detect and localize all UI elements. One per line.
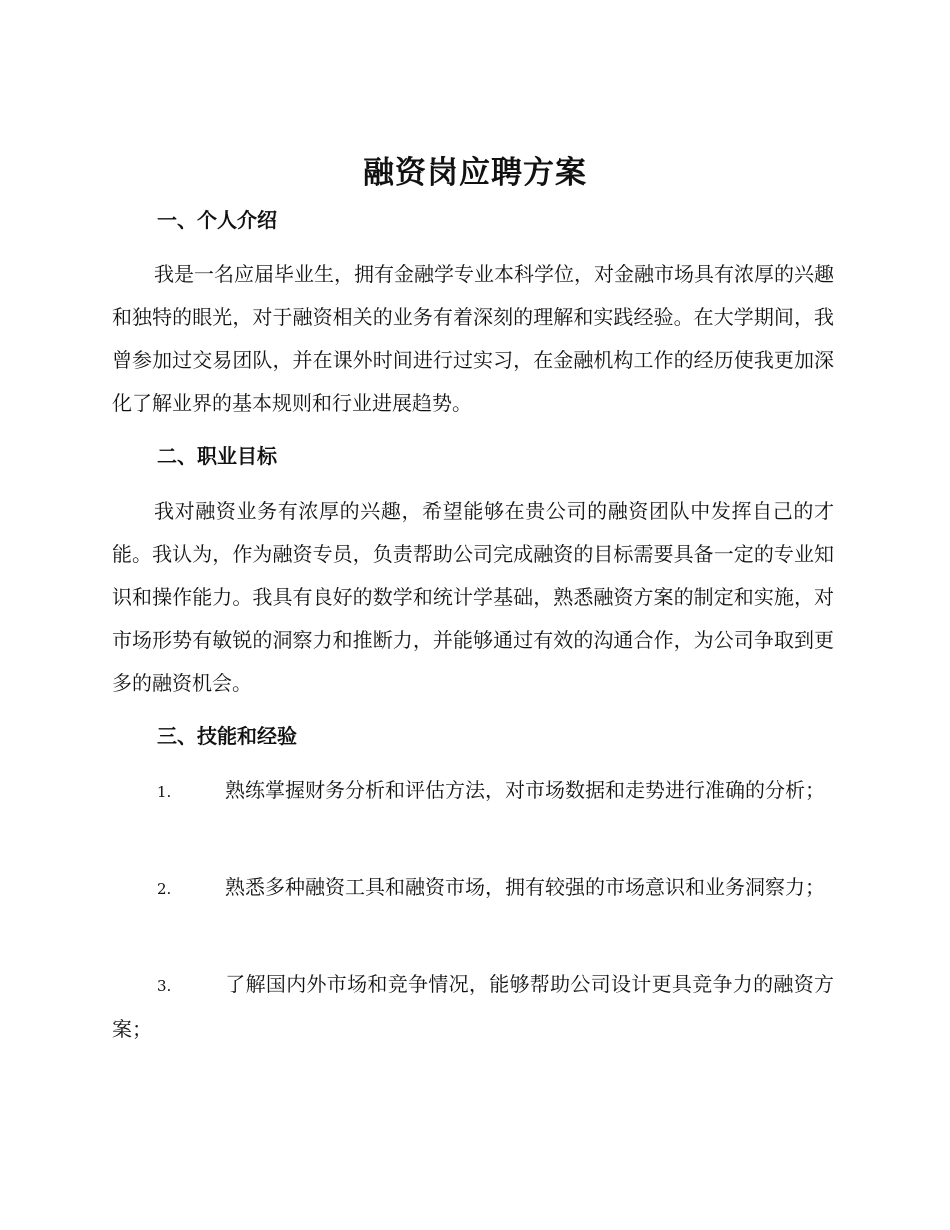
list-item-number: 1.	[157, 783, 172, 801]
document-title: 融资岗应聘方案	[363, 155, 587, 191]
section-paragraph-personal-intro: 我是一名应届毕业生，拥有金融学专业本科学位，对金融市场具有浓厚的兴趣和独特的眼光，对于融资相关的业务有着深刻的理解和实践经验。在大学期间，我曾参加过交易团队，并在课外时间进行过实习，在金融机构工作的经历使我更加深化了解业界的基本规则和行业进展趋势。	[112, 262, 834, 415]
list-item	[112, 866, 834, 911]
list-item-number: 3.	[157, 977, 172, 995]
list-item-text: 了解国内外市场和竞争情况，能够帮助公司设计更具竞争力的融资方案；	[112, 972, 834, 1041]
section-heading-personal-intro: 一、个人介绍	[157, 208, 277, 232]
list-item-text: 熟悉多种融资工具和融资市场，拥有较强的市场意识和业务洞察力；	[225, 875, 825, 899]
section-heading-career-goal: 二、职业目标	[157, 444, 277, 468]
list-item-number: 2.	[157, 880, 172, 898]
section-paragraph-career-goal: 我对融资业务有浓厚的兴趣，希望能够在贵公司的融资团队中发挥自己的才能。我认为，作为融资专员，负责帮助公司完成融资的目标需要具备一定的专业知识和操作能力。我具有良好的数学和统计学基础，熟悉融资方案的制定和实施，对市场形势有敏锐的洞察力和推断力，并能够通过有效的沟通合作，为公司争取到更多的融资机会。	[112, 499, 834, 695]
list-item	[112, 963, 834, 1051]
section-heading-skills-experience: 三、技能和经验	[157, 724, 297, 748]
list-item-text: 熟练掌握财务分析和评估方法，对市场数据和走势进行准确的分析；	[225, 778, 825, 802]
list-item	[112, 769, 834, 814]
